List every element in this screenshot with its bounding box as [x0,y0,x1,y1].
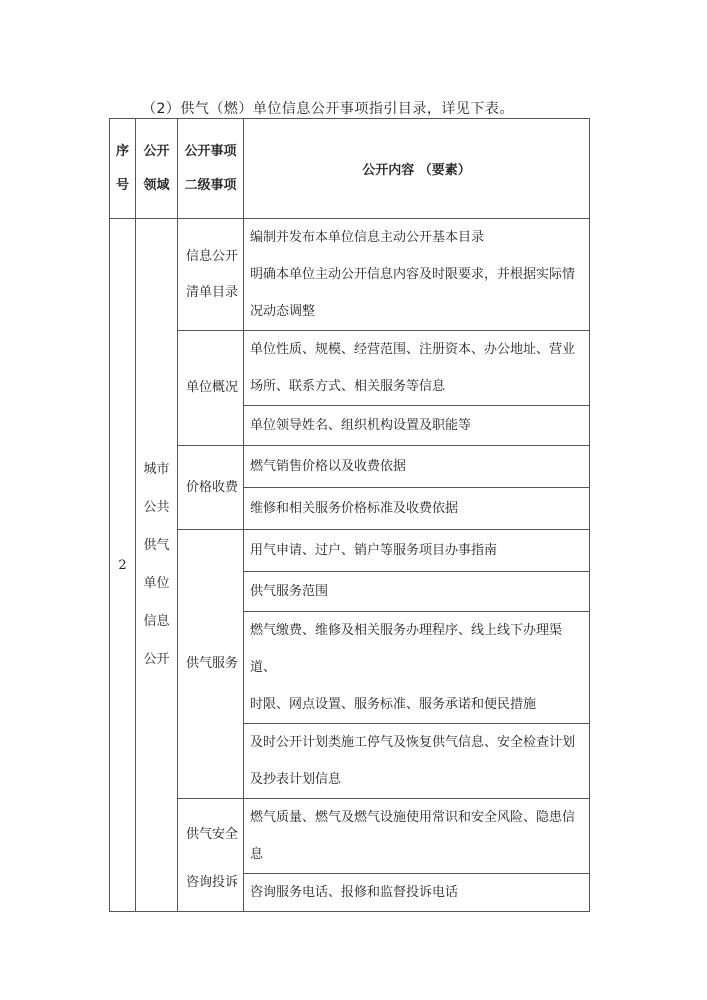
content-cell: 及时公开计划类施工停气及恢复供气信息、安全检查计划 及抄表计划信息 [244,724,590,799]
sub-item-cell: 供气服务 [178,530,244,799]
table-row [110,530,590,572]
table-row [110,331,590,406]
content-cell: 维修和相关服务价格标准及收费依据 [244,488,590,530]
table-caption: （2）供气（燃）单位信息公开事项指引目录，详见下表。 [142,101,514,117]
header-item: 公开事项 二级事项 [178,119,244,219]
content-cell: 供气服务范围 [244,572,590,612]
content-cell: 咨询服务电话、报修和监督投诉电话 [244,874,590,912]
table-row [110,799,590,874]
content-cell: 单位性质、规模、经营范围、注册资本、办公地址、营业 场所、联系方式、相关服务等信息 [244,331,590,406]
disclosure-table [109,118,590,912]
content-cell: 燃气缴费、维修及相关服务办理程序、线上线下办理渠道、 时限、网点设置、服务标准、服务承诺和便民措施 [244,612,590,724]
content-cell: 单位领导姓名、组织机构设置及职能等 [244,406,590,446]
content-cell: 燃气质量、燃气及燃气设施使用常识和安全风险、隐患信 息 [244,799,590,874]
header-domain: 公开 领域 [136,119,178,219]
content-cell: 用气申请、过户、销户等服务项目办事指南 [244,530,590,572]
sub-item-cell: 信息公开 清单目录 [178,219,244,331]
sub-item-cell: 价格收费 [178,446,244,530]
content-cell: 编制并发布本单位信息主动公开基本目录 明确本单位主动公开信息内容及时限要求，并根据实际情 况动态调整 [244,219,590,331]
header-content: 公开内容 （要素） [244,119,590,219]
sub-item-cell: 供气安全 咨询投诉 [178,799,244,912]
sub-item-cell: 单位概况 [178,331,244,446]
table-row [110,446,590,488]
header-row [110,119,590,219]
content-cell: 燃气销售价格以及收费依据 [244,446,590,488]
seq-cell: 2 [110,219,136,912]
domain-cell: 城市 公共 供气 单位 信息 公开 [136,219,178,912]
header-seq: 序 号 [110,119,136,219]
table-row [110,219,590,331]
